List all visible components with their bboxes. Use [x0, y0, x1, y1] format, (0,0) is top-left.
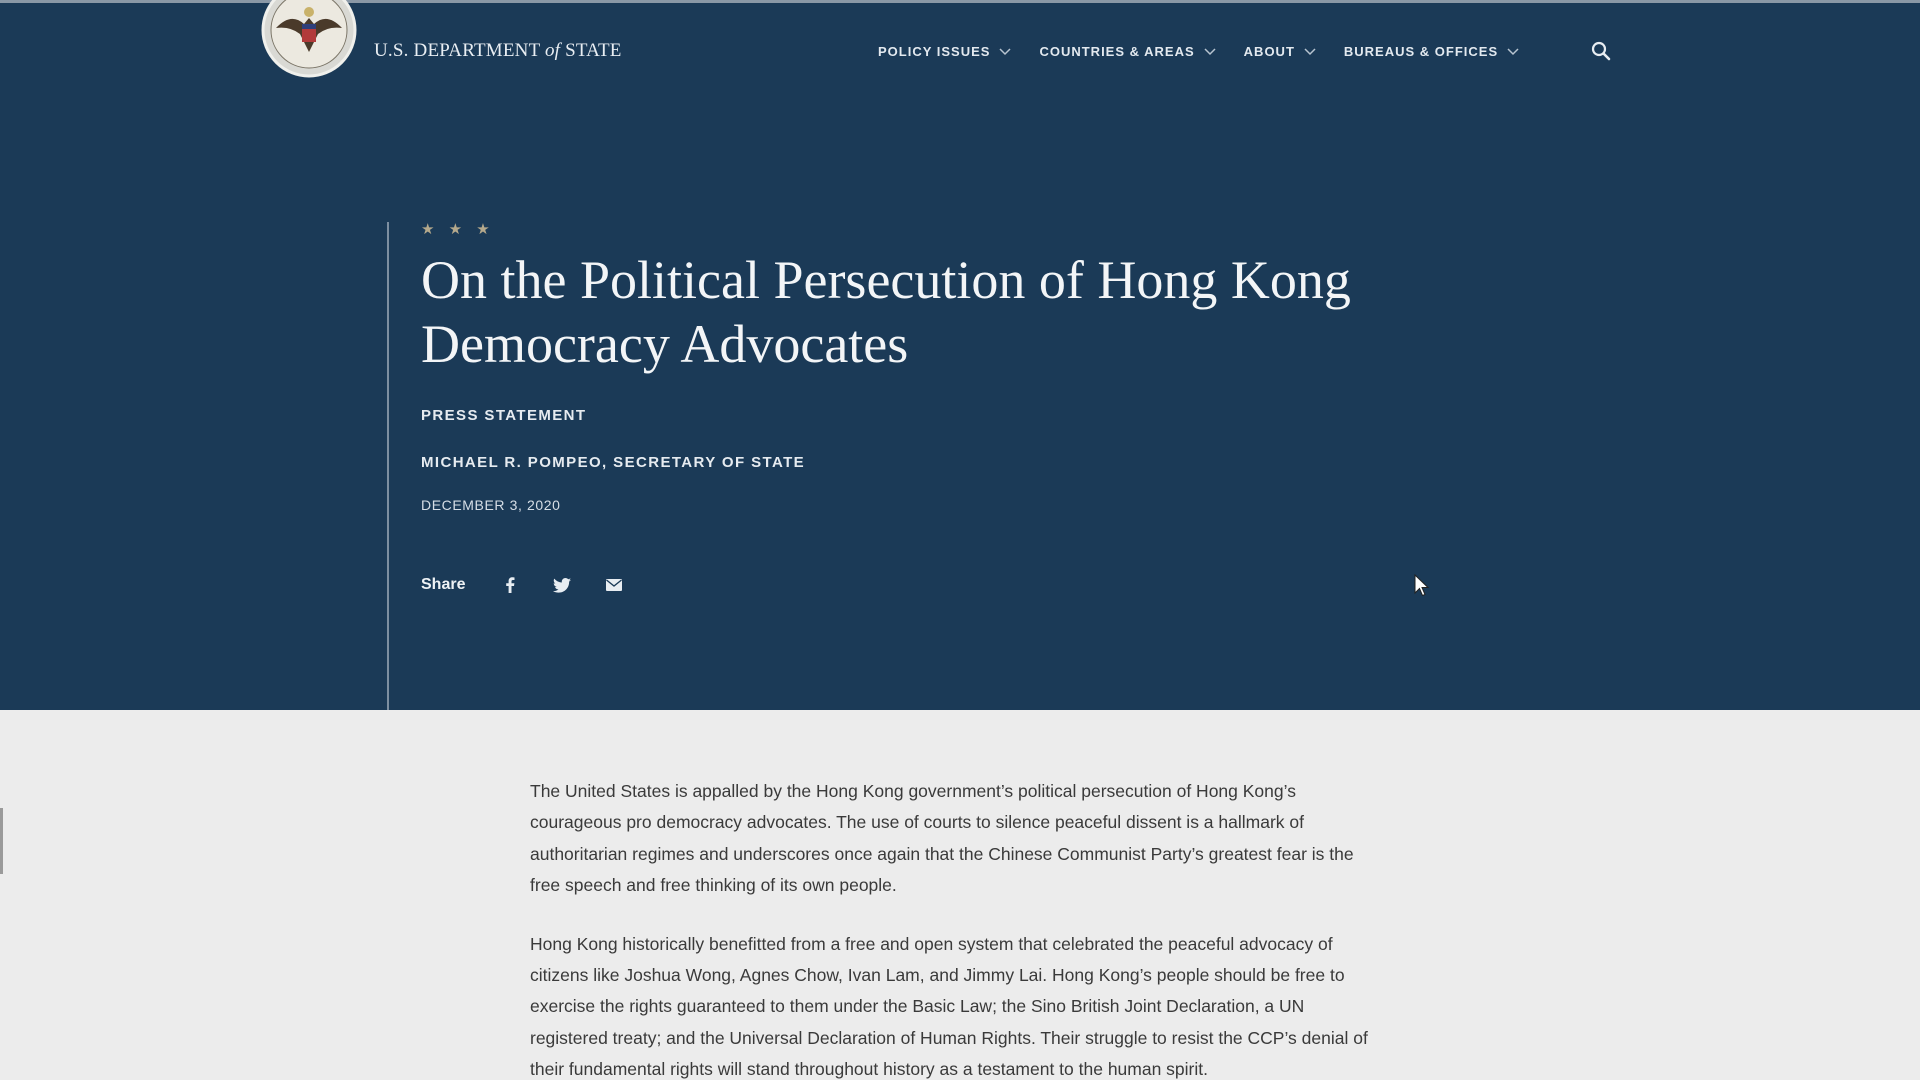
chevron-down-icon — [1507, 48, 1519, 56]
site-name[interactable] — [374, 40, 622, 62]
article-body — [530, 776, 1380, 1080]
nav-bureaus-offices[interactable] — [1344, 44, 1519, 59]
page-title: On the Political Persecution of Hong Kong Democracy Advocates — [421, 250, 1351, 374]
article-paragraph: Hong Kong historically benefitted from a free and open system that celebrated the peaceful advocacy of citizens like Joshua Wong, Agnes Chow, Ivan Lam, and Jimmy Lai. Hong Kong’s people should be free to exercise the rights guaranteed to them under the Basic Law; the Sino British Joint Declaration, a UN registered treaty; and the Universal Declaration of Human Rights. Their struggle to resist the CCP’s denial of their fundamental rights will stand throughout history as a testament to the human spirit. — [530, 933, 1368, 1080]
accent-rule — [387, 222, 389, 710]
article-paragraph: The United States is appalled by the Hong Kong government’s political persecution of Hong Kong’s courageous pro democracy advocates. The use of courts to silence peaceful dissent is a hallmark of authoritarian regimes and underscores once again that the Chinese Communist Party’s greatest fear is the free speech and free thinking of its own people. — [530, 781, 1354, 896]
nav-label: COUNTRIES & AREAS — [1039, 44, 1195, 59]
chevron-down-icon — [1304, 48, 1316, 56]
nav-label: ABOUT — [1243, 44, 1295, 59]
site-name-suffix: STATE — [560, 40, 622, 61]
share-bar — [421, 576, 657, 594]
nav-label: POLICY ISSUES — [878, 44, 991, 59]
scroll-edge — [0, 808, 3, 874]
email-icon[interactable] — [605, 576, 623, 594]
article-type[interactable]: PRESS STATEMENT — [421, 407, 587, 424]
site-name-prefix: U.S. DEPARTMENT — [374, 40, 545, 61]
nav-countries-areas[interactable] — [1039, 44, 1215, 59]
facebook-icon[interactable] — [501, 576, 519, 594]
nav-about[interactable] — [1244, 44, 1316, 59]
chevron-down-icon — [1204, 48, 1216, 56]
mouse-cursor — [1414, 574, 1430, 598]
chevron-down-icon — [999, 48, 1011, 56]
seal-logo[interactable] — [256, 0, 362, 82]
main-nav — [878, 44, 1547, 59]
twitter-icon[interactable] — [553, 576, 571, 594]
article-date: DECEMBER 3, 2020 — [421, 497, 561, 513]
site-name-of: of — [544, 40, 561, 61]
nav-label: BUREAUS & OFFICES — [1343, 44, 1499, 59]
search-icon[interactable] — [1590, 40, 1612, 62]
article-author[interactable]: MICHAEL R. POMPEO, SECRETARY OF STATE — [421, 454, 806, 471]
nav-policy-issues[interactable] — [878, 44, 1011, 59]
stars-decoration: ★ ★ ★ — [421, 221, 495, 238]
share-label: Share — [421, 576, 466, 593]
